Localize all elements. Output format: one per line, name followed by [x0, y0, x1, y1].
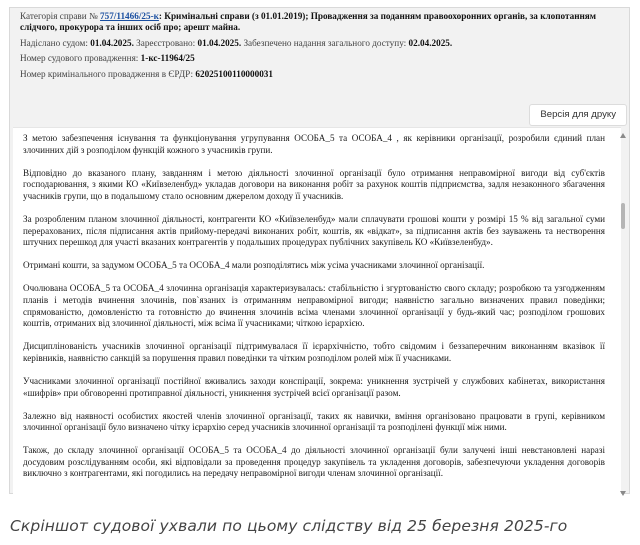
- document-paragraph: Учасниками злочинної організації постійної вживались заходи конспірації, зокрема: уникнення зустрічей у службових кабінетах, використання «шифрів» при обговоренні протиправної діяльності, уникнення зустрічей всієї організації разом.: [23, 375, 605, 398]
- registered-label: Зареєстровано:: [136, 37, 196, 48]
- document-text-area: [13, 127, 621, 494]
- print-version-button[interactable]: Версія для друку: [529, 104, 627, 126]
- document-scrollbar[interactable]: [619, 133, 627, 496]
- case-category-label: Категорія справи №: [20, 11, 98, 21]
- case-category-row: [20, 11, 621, 34]
- document-content: [13, 128, 621, 480]
- case-number-link[interactable]: 757/11466/25-к: [100, 11, 159, 21]
- document-paragraph: Також, до складу злочинної організації ОСОБА_5 та ОСОБА_4 до діяльності злочинної організації були залучені інші невстановлені наразі досудовим розслідуванням особи, які відповідали за проведення процедур закупівель та укладення договорів, забезпечуючи укладення договорів виключно з контрагентами, які погодились на передачу неправомірної вигоди членам злочинної організації.: [23, 445, 605, 479]
- document-paragraph: Очолювана ОСОБА_5 та ОСОБА_4 злочинна організація характеризувалась: стабільністю і згуртованістю свого складу; розробкою та узгодженням планів і методів вчинення злочинів, пов`язаних із отриманням неправомірної вигоди; наявністю загально визначених правил поведінки; спрямованістю, домовленістю та готовністю до вчинення злочинів всіма членами злочинної організації у будь-який час; розподілом грошових коштів, отриманих від злочинної діяльності, між всіма її учасниками; чіткою ієрархією.: [23, 283, 605, 329]
- case-metadata: [10, 8, 629, 80]
- document-paragraph: Дисциплінованість учасників злочинної організації підтримувалася її ієрархічністю, тобто свідомим і беззаперечним виконанням вказівок її керівників, наявністю санкцій за порушення правил поведінки та чітким розподілом ролей між її учасниками.: [23, 341, 605, 363]
- document-paragraph: Залежно від наявності особистих якостей членів злочинної організації, таких як навички, вміння організовано працювати в групі, керівником злочинної організації було визначено чітку ієрархію серед учасників злочинної організації та розподілені функції між ними.: [23, 410, 605, 433]
- access-label: Забезпечено надання загального доступу:: [243, 37, 407, 48]
- case-category-value: : Кримінальні справи (з 01.01.2019); Провадження за поданням правоохоронних органів, за клопотанням слідчого, прокурора та інших осіб про; арешт майна.: [20, 11, 597, 33]
- court-decision-viewer: [9, 7, 630, 494]
- document-paragraph: З метою забезпечення існування та функціонування угрупування ОСОБА_5 та ОСОБА_4 , як керівники організації, розробили єдиний план злочинних дій з розподілом функцій кожного з учасників групи.: [23, 133, 605, 155]
- scroll-thumb[interactable]: [621, 203, 625, 229]
- erdr-label: Номер кримінального провадження в ЄРДР:: [20, 68, 194, 79]
- document-paragraph: Відповідно до вказаного плану, завданням і метою діяльності злочинної організації було отримання неправомірної вигоди від суб'єктів господарювання, з якими КО «Київзеленбуд» укладав договори на виконання робіт за рахунок коштів підприємства, задля незаконного збагачення учасників групи, що в подальшому стало основним джерелом доходу її учасників.: [23, 167, 605, 201]
- erdr-number: 62025100110000031: [195, 68, 273, 79]
- image-caption: Скріншот судової ухвали по цьому слідству від 25 березня 2025-го: [10, 517, 568, 535]
- proceeding-label: Номер судового провадження:: [20, 53, 139, 64]
- registered-date: 01.04.2025.: [197, 37, 242, 48]
- sent-label: Надіслано судом:: [20, 37, 88, 48]
- dates-row: [20, 38, 621, 49]
- proceeding-number: 1-кс-11964/25: [140, 53, 195, 64]
- erdr-row: [20, 69, 621, 80]
- document-paragraph: За розробленим планом злочинної діяльності, контрагенти КО «Київзеленбуд» мали сплачувати грошові кошти у розмірі 15 % від загальної суми перерахованих, після підписання актів прийому-передачі виконаних робіт, коштів, як «відкат», за підписання актів без зауважень та нестворення штучних перешкод для участі вказаних контрагентів у подальших процедурах публічних закупівель КО «Київзеленбуд».: [23, 213, 605, 248]
- sent-date: 01.04.2025.: [90, 37, 134, 48]
- scroll-up-arrow-icon[interactable]: [620, 133, 626, 138]
- access-date: 02.04.2025.: [408, 37, 453, 48]
- document-paragraph: Отримані кошти, за задумом ОСОБА_5 та ОСОБА_4 мали розподілятись між усіма учасниками злочинної організації.: [23, 260, 485, 271]
- proceeding-row: [20, 53, 621, 64]
- scroll-down-arrow-icon[interactable]: [620, 491, 626, 496]
